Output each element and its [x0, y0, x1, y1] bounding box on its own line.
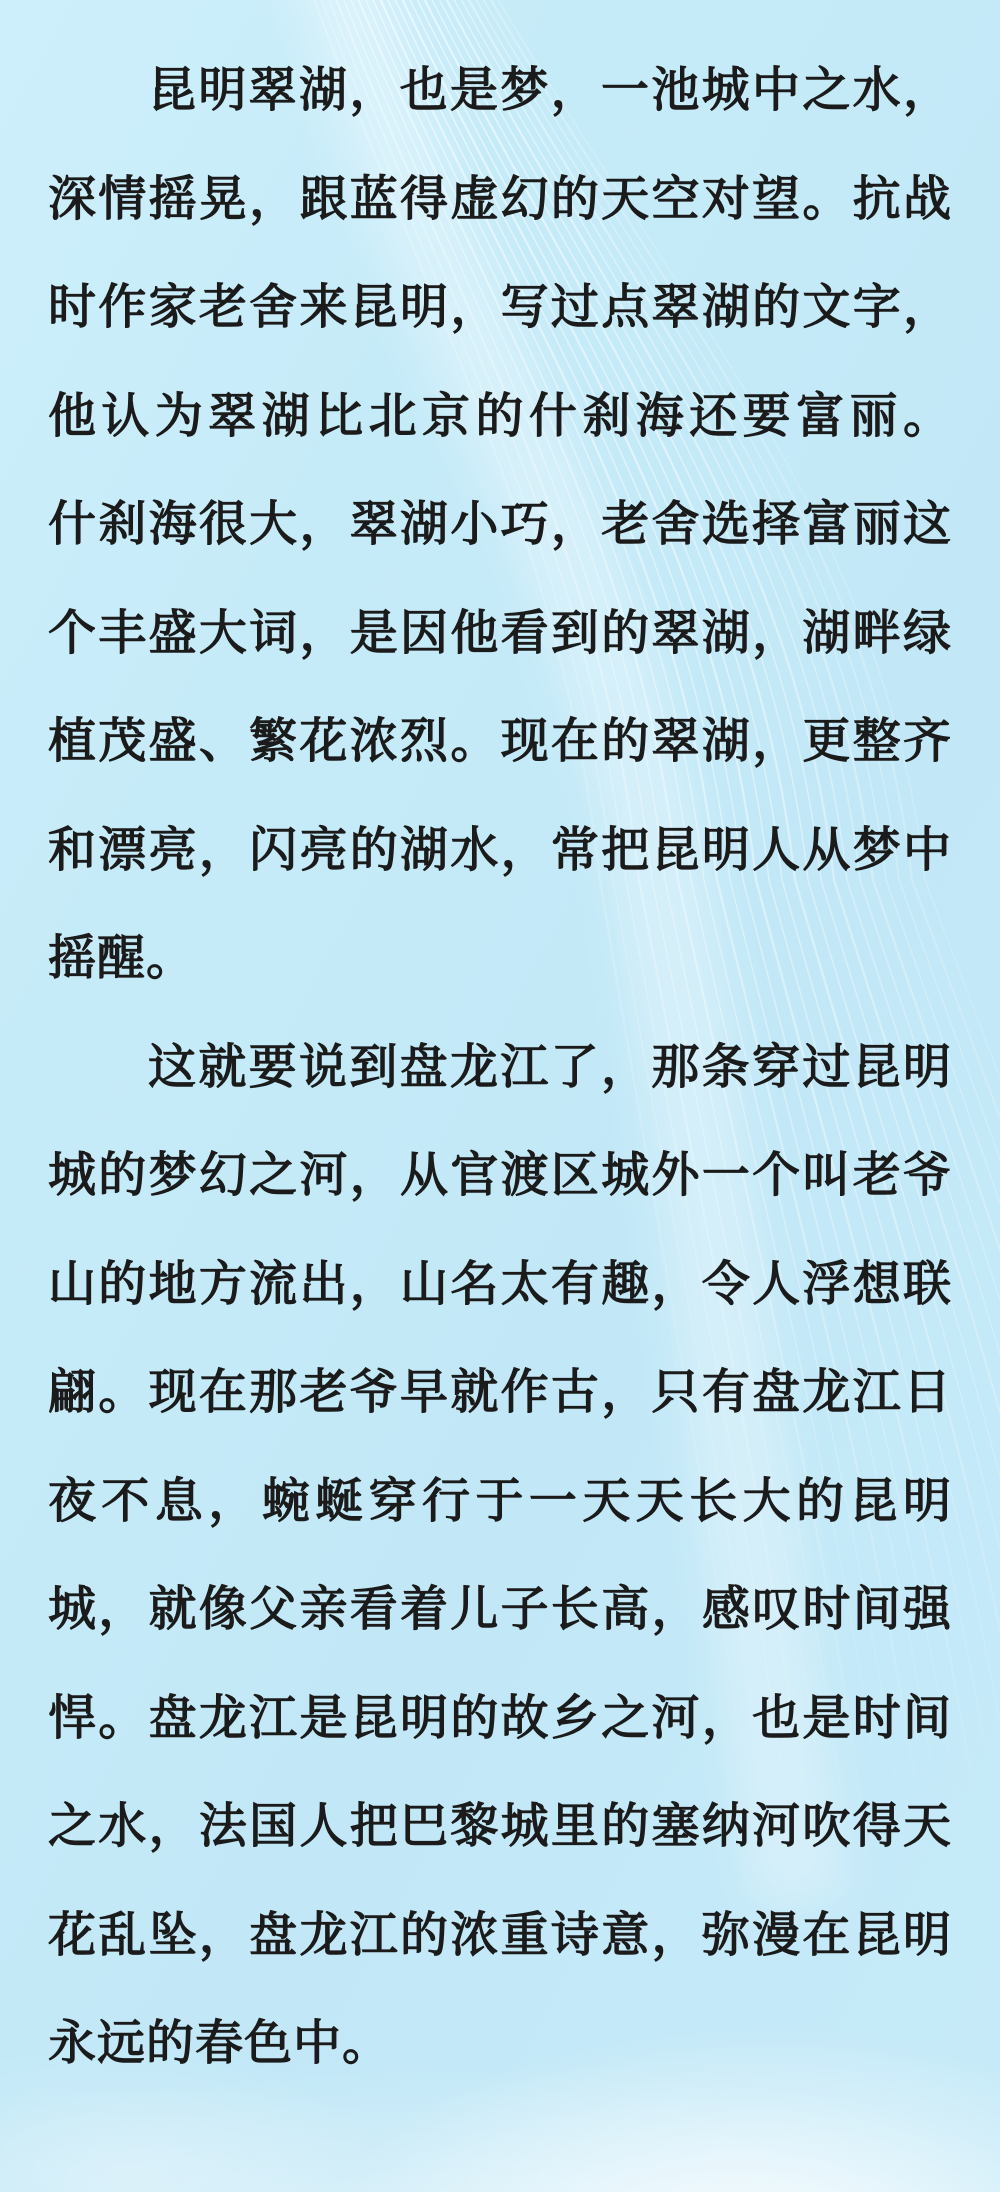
paragraph-1 [48, 36, 952, 1013]
text-line: 植茂盛、繁花浓烈。现在的翠湖，更整齐 [48, 713, 952, 769]
text-line: 个丰盛大词，是因他看到的翠湖，湖畔绿 [48, 604, 952, 661]
text-line: 翩。现在那老爷早就作古，只有盘龙江日 [48, 1364, 952, 1420]
essay-text [48, 36, 952, 2098]
text-line: 时作家老舍来昆明，写过点翠湖的文字， [48, 279, 952, 335]
paragraph-2 [48, 1013, 952, 2098]
text-line: 摇醒。 [48, 930, 196, 986]
text-line: 山的地方流出，山名太有趣，令人浮想联 [48, 1255, 952, 1312]
text-line: 他认为翠湖比北京的什刹海还要富丽。 [48, 387, 952, 444]
text-line: 夜不息，蜿蜒穿行于一天天长大的昆明 [48, 1472, 952, 1529]
text-line: 和漂亮，闪亮的湖水，常把昆明人从梦中 [48, 821, 952, 878]
text-line: 什刹海很大，翠湖小巧，老舍选择富丽这 [48, 496, 952, 552]
text-line: 之水，法国人把巴黎城里的塞纳河吹得天 [48, 1798, 952, 1854]
text-line: 城，就像父亲看着儿子长高，感叹时间强 [48, 1581, 952, 1637]
text-line: 城的梦幻之河，从官渡区城外一个叫老爷 [48, 1147, 952, 1203]
text-line: 这就要说到盘龙江了，那条穿过昆明 [148, 1038, 952, 1095]
text-line: 深情摇晃，跟蓝得虚幻的天空对望。抗战 [48, 170, 952, 227]
text-line: 昆明翠湖，也是梦，一池城中之水， [148, 62, 952, 118]
text-line: 永远的春色中。 [48, 2015, 392, 2071]
text-line: 花乱坠，盘龙江的浓重诗意，弥漫在昆明 [48, 1906, 952, 1963]
text-line: 悍。盘龙江是昆明的故乡之河，也是时间 [48, 1689, 952, 1746]
